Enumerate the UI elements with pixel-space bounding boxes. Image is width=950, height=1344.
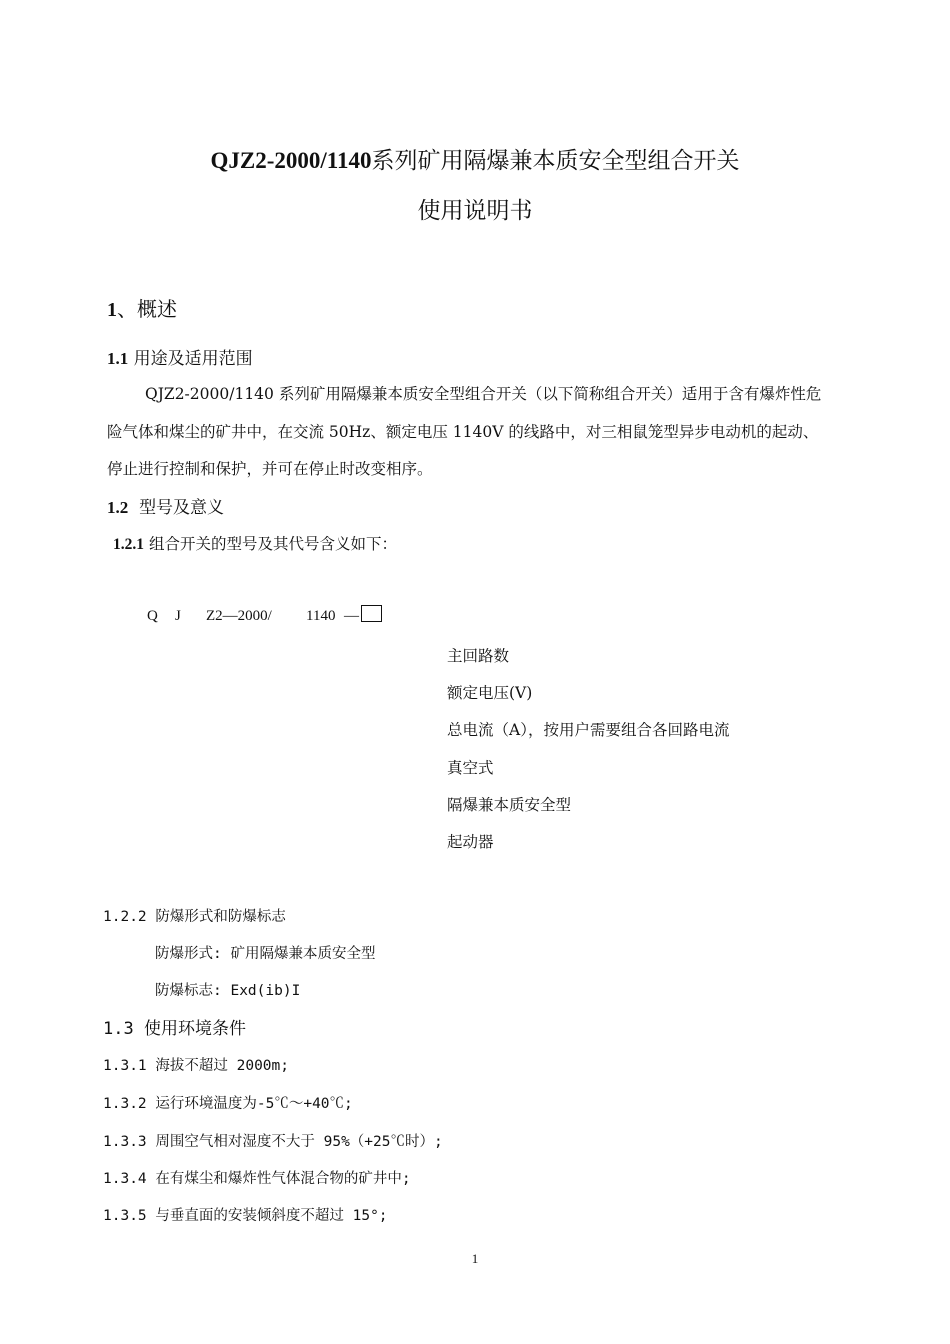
section-1-1-number: 1.1 bbox=[107, 349, 129, 368]
model-code-q: Q bbox=[147, 608, 158, 624]
section-1-2-label: 型号及意义 bbox=[139, 498, 225, 518]
title-model: QJZ2-2000/1140 bbox=[210, 148, 372, 173]
explosion-proof-mark: 防爆标志: Exd(ib)I bbox=[155, 983, 301, 999]
document-subtitle: 使用说明书 bbox=[417, 198, 533, 224]
section-1-1-label: 用途及适用范围 bbox=[133, 349, 253, 369]
model-code-z2: Z2—2000/ bbox=[206, 608, 272, 624]
paragraph-line-2: 险气体和煤尘的矿井中，在交流 50Hz、额定电压 1140V 的线路中，对三相鼠笼型异步电动机的起动、 bbox=[107, 423, 819, 441]
section-1-2-2-heading: 1.2.2 防爆形式和防爆标志 bbox=[103, 909, 286, 925]
title-rest: 系列矿用隔爆兼本质安全型组合开关 bbox=[371, 148, 740, 174]
paragraph-line-3: 停止进行控制和保护，并可在停止时改变相序。 bbox=[107, 460, 433, 478]
legend-item: 额定电压(V) bbox=[447, 684, 533, 702]
model-code-box bbox=[361, 605, 382, 622]
legend-item: 主回路数 bbox=[447, 647, 510, 665]
model-code-dash: — bbox=[344, 608, 359, 624]
section-1-2-1-label: 组合开关的型号及其代号含义如下： bbox=[148, 535, 397, 553]
section-1-label: 、概述 bbox=[117, 297, 177, 321]
section-1-number: 1 bbox=[107, 299, 117, 321]
section-1-1-heading bbox=[107, 344, 253, 369]
explosion-proof-form: 防爆形式: 矿用隔爆兼本质安全型 bbox=[155, 946, 376, 962]
section-1-2-1-heading bbox=[113, 532, 397, 554]
legend-item: 总电流（A），按用户需要组合各回路电流 bbox=[447, 721, 730, 739]
legend-item: 隔爆兼本质安全型 bbox=[447, 796, 572, 814]
condition-item: 1.3.3 周围空气相对湿度不大于 95%（+25℃时）; bbox=[103, 1134, 443, 1150]
section-1-2-number: 1.2 bbox=[107, 498, 129, 517]
model-code-j: J bbox=[175, 608, 181, 624]
condition-item: 1.3.2 运行环境温度为-5℃～+40℃; bbox=[103, 1096, 353, 1112]
legend-item: 真空式 bbox=[447, 759, 494, 777]
document-title bbox=[0, 142, 950, 175]
model-code bbox=[147, 605, 382, 625]
section-1-3-heading: 1.3 使用环境条件 bbox=[103, 1019, 246, 1039]
section-1-2-1-number: 1.2.1 bbox=[113, 536, 144, 553]
paragraph-line-1: QJZ2-2000/1140 系列矿用隔爆兼本质安全型组合开关（以下简称组合开关）适用于含有爆炸性危 bbox=[145, 385, 822, 403]
condition-item: 1.3.4 在有煤尘和爆炸性气体混合物的矿井中; bbox=[103, 1171, 411, 1187]
section-1-heading bbox=[107, 293, 177, 322]
condition-item: 1.3.5 与垂直面的安装倾斜度不超过 15°; bbox=[103, 1208, 388, 1224]
page-number: 1 bbox=[471, 1251, 479, 1266]
condition-item: 1.3.1 海拔不超过 2000m; bbox=[103, 1058, 289, 1074]
section-1-2-heading bbox=[107, 493, 224, 518]
model-code-voltage: 1140 bbox=[306, 608, 336, 624]
legend-item: 起动器 bbox=[447, 833, 494, 851]
